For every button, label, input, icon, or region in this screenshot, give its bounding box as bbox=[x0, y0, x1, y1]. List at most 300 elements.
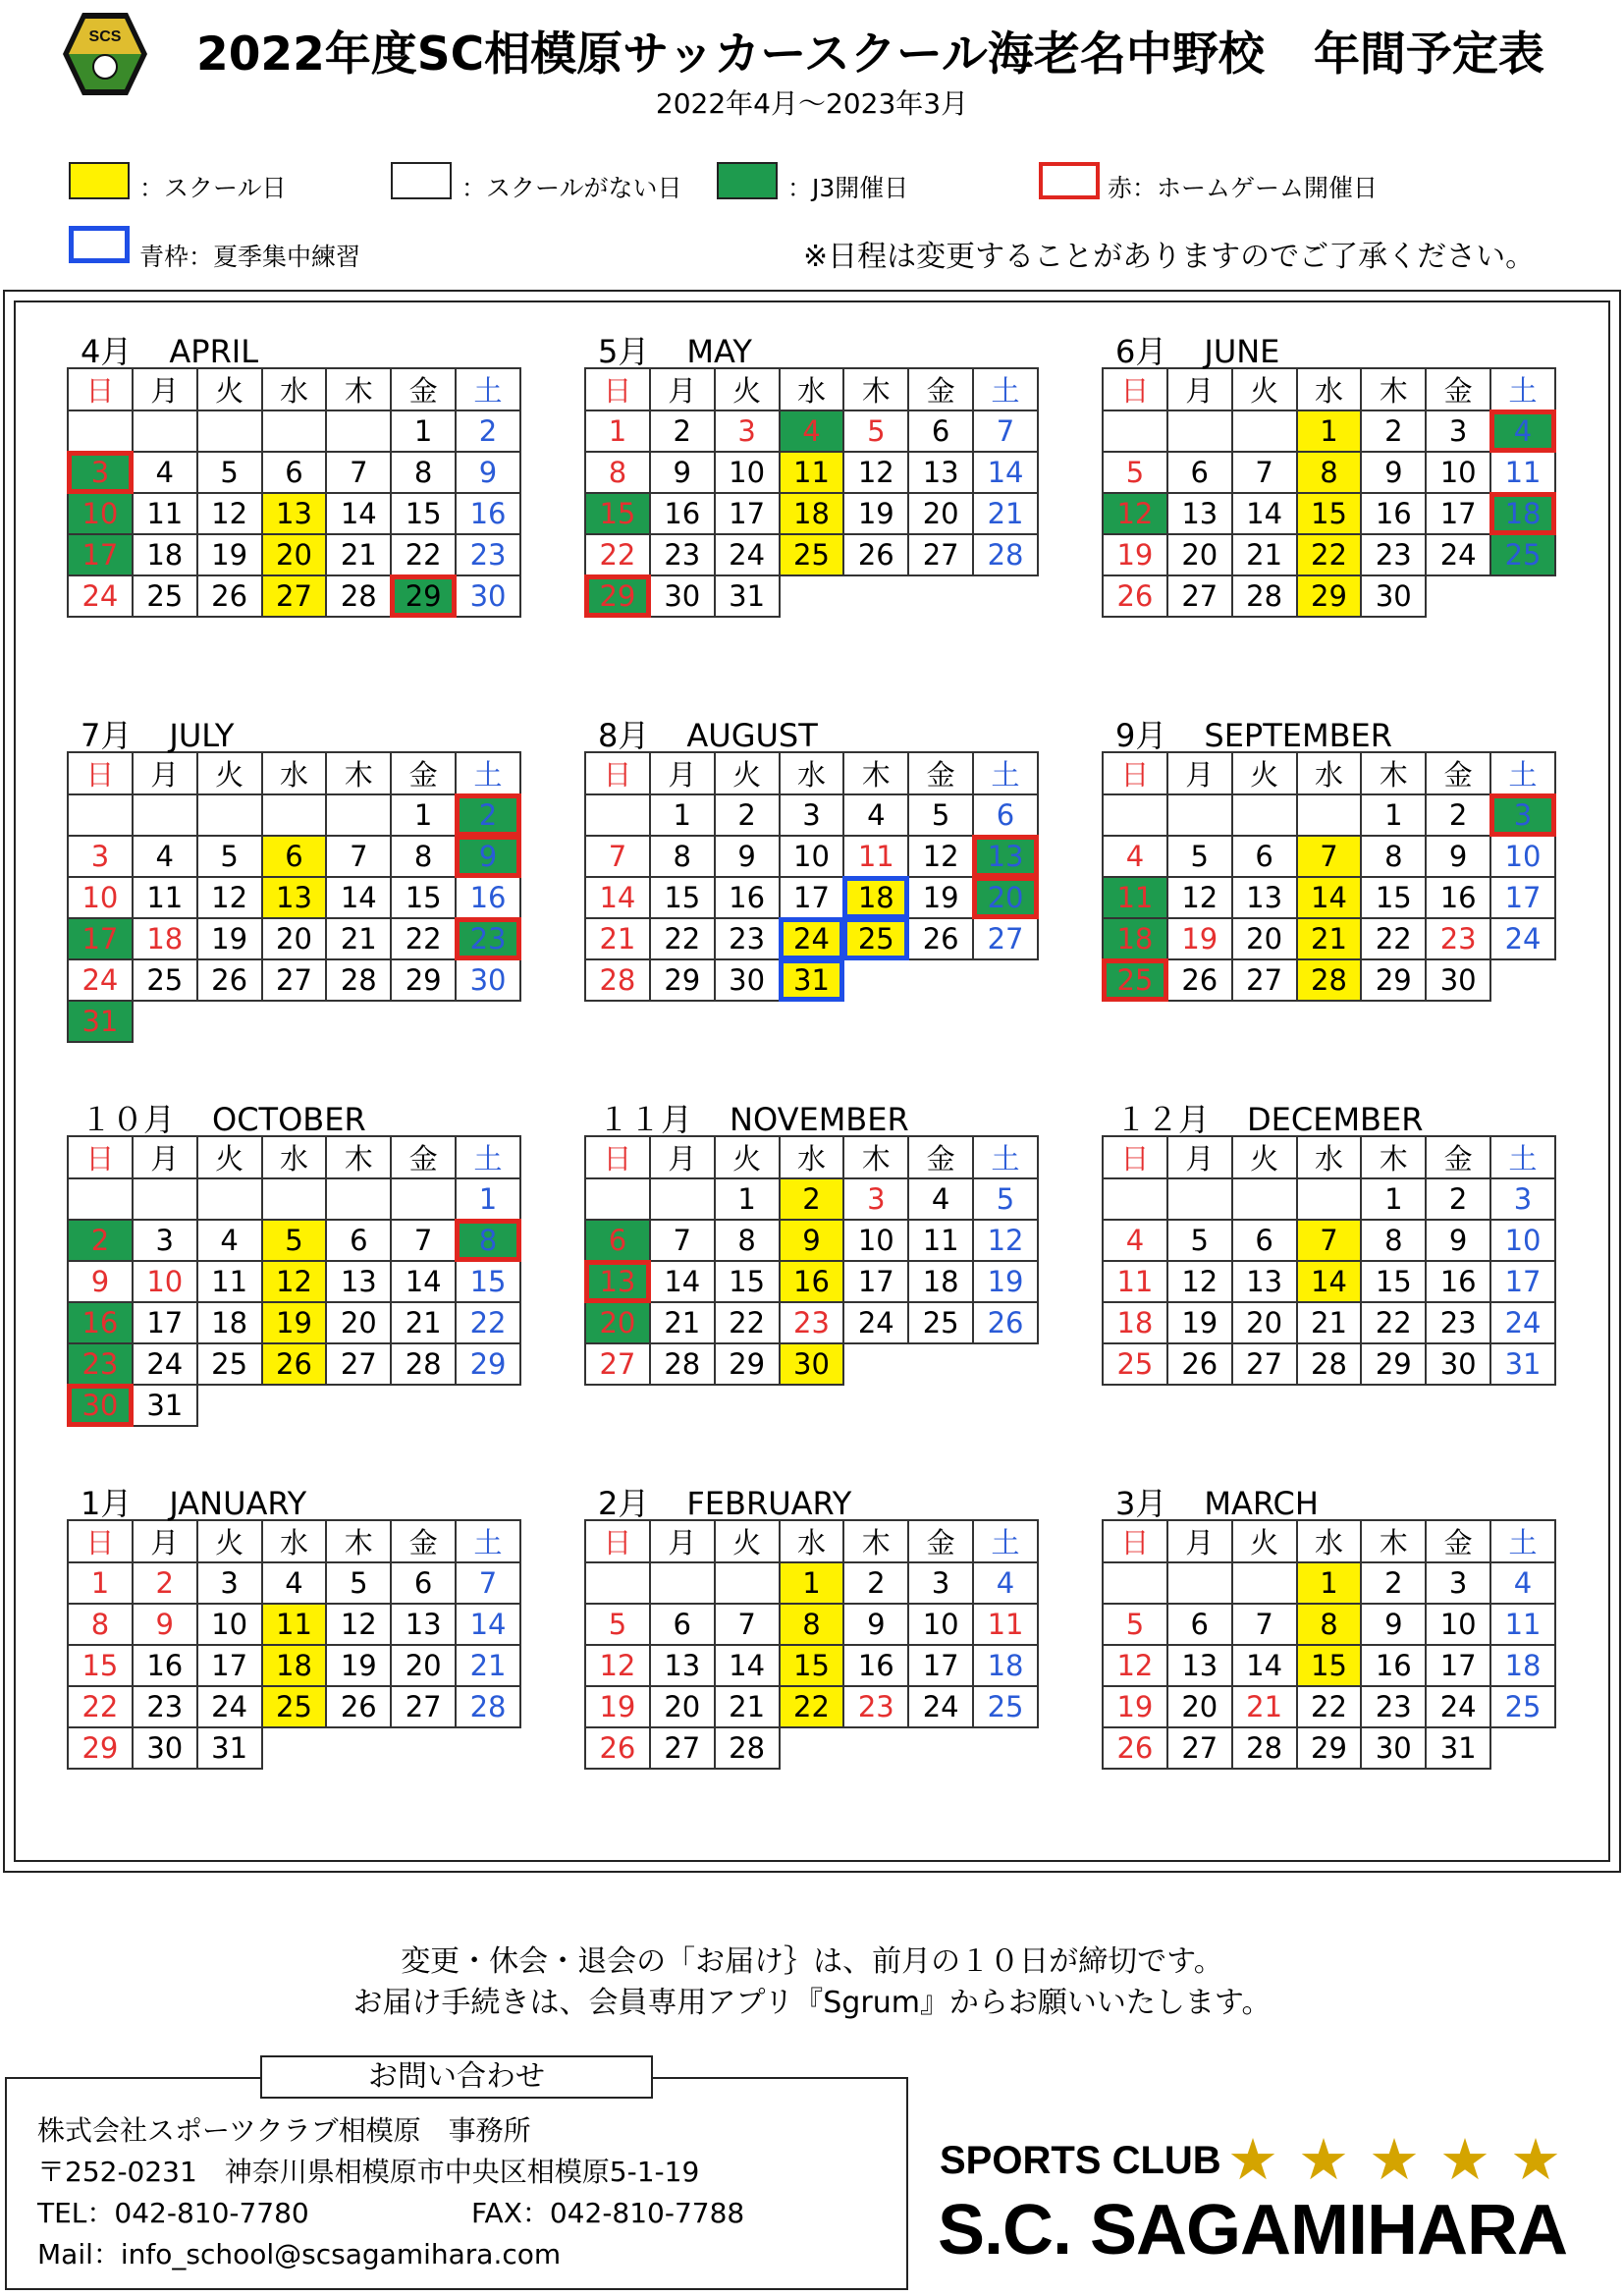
weekday-header: 火 bbox=[197, 1136, 262, 1178]
empty-day-cell bbox=[585, 1562, 650, 1604]
empty-day-cell bbox=[908, 1727, 973, 1769]
empty-day-cell bbox=[326, 1001, 391, 1042]
day-cell: 10 bbox=[715, 452, 780, 493]
day-cell: 16 bbox=[1361, 1645, 1426, 1686]
day-cell: 25 bbox=[1490, 534, 1555, 575]
empty-day-cell bbox=[326, 1727, 391, 1769]
day-cell: 1 bbox=[391, 410, 456, 452]
day-cell: 18 bbox=[1490, 1645, 1555, 1686]
contact-fax: FAX：042-810-7788 bbox=[471, 2197, 745, 2229]
weekday-header: 日 bbox=[68, 752, 133, 794]
week-row bbox=[68, 794, 520, 836]
week-row bbox=[1103, 794, 1555, 836]
empty-day-cell bbox=[456, 1001, 520, 1042]
day-cell: 11 bbox=[1103, 877, 1167, 918]
contact-address: 〒252-0231 神奈川県相模原市中央区相模原5-1-19 bbox=[37, 2156, 700, 2188]
week-row bbox=[585, 1178, 1038, 1220]
weekday-header: 土 bbox=[456, 752, 520, 794]
day-cell: 25 bbox=[133, 959, 197, 1001]
day-cell: 3 bbox=[780, 794, 844, 836]
day-cell: 22 bbox=[1297, 534, 1362, 575]
empty-day-cell bbox=[1167, 1562, 1232, 1604]
month-title-en: JULY bbox=[169, 717, 235, 754]
day-cell: 30 bbox=[133, 1727, 197, 1769]
day-cell: 1 bbox=[585, 410, 650, 452]
day-cell: 14 bbox=[326, 493, 391, 534]
legend-school-swatch bbox=[69, 162, 130, 199]
day-cell: 18 bbox=[262, 1645, 327, 1686]
day-cell: 17 bbox=[1426, 493, 1490, 534]
day-cell: 2 bbox=[780, 1178, 844, 1220]
day-cell: 3 bbox=[1490, 1178, 1555, 1220]
weekday-header: 土 bbox=[456, 368, 520, 410]
day-cell: 25 bbox=[1103, 959, 1167, 1001]
month-title-ja: 5月 bbox=[598, 333, 650, 370]
day-cell: 5 bbox=[326, 1562, 391, 1604]
weekday-header: 日 bbox=[585, 368, 650, 410]
week-row bbox=[68, 877, 520, 918]
day-cell: 19 bbox=[973, 1261, 1038, 1302]
day-cell: 11 bbox=[843, 836, 908, 877]
day-cell: 30 bbox=[715, 959, 780, 1001]
day-cell: 24 bbox=[780, 918, 844, 959]
empty-day-cell bbox=[1490, 959, 1555, 1001]
day-cell: 9 bbox=[1361, 1604, 1426, 1645]
schedule-notice: ※日程は変更することがありますのでご了承ください。 bbox=[803, 240, 1536, 274]
day-cell: 28 bbox=[1232, 575, 1297, 617]
empty-day-cell bbox=[973, 575, 1038, 617]
weekday-header: 水 bbox=[1297, 1136, 1362, 1178]
weekday-header: 土 bbox=[973, 368, 1038, 410]
weekday-header: 金 bbox=[908, 1136, 973, 1178]
weekday-header: 月 bbox=[133, 368, 197, 410]
week-row bbox=[1103, 575, 1555, 617]
day-cell: 15 bbox=[456, 1261, 520, 1302]
day-cell: 27 bbox=[1167, 575, 1232, 617]
week-row bbox=[585, 1604, 1038, 1645]
day-cell: 28 bbox=[1297, 959, 1362, 1001]
month-title bbox=[1102, 326, 1556, 370]
day-cell: 19 bbox=[197, 918, 262, 959]
day-cell: 21 bbox=[1232, 1686, 1297, 1727]
weekday-header: 水 bbox=[780, 1520, 844, 1562]
day-cell: 16 bbox=[843, 1645, 908, 1686]
legend-summer-swatch bbox=[69, 226, 130, 263]
weekday-header: 水 bbox=[1297, 368, 1362, 410]
weekday-header: 水 bbox=[1297, 752, 1362, 794]
weekday-header: 木 bbox=[843, 1520, 908, 1562]
weekday-header: 日 bbox=[1103, 752, 1167, 794]
day-cell: 6 bbox=[585, 1220, 650, 1261]
week-row bbox=[1103, 1645, 1555, 1686]
weekday-header: 金 bbox=[1426, 752, 1490, 794]
month-title-ja: １０月 bbox=[81, 1101, 176, 1138]
day-cell: 27 bbox=[973, 918, 1038, 959]
day-cell: 8 bbox=[715, 1220, 780, 1261]
day-cell: 29 bbox=[391, 575, 456, 617]
month-calendar bbox=[584, 326, 1039, 618]
day-cell: 23 bbox=[1361, 534, 1426, 575]
weekday-header: 木 bbox=[1361, 368, 1426, 410]
day-cell: 9 bbox=[68, 1261, 133, 1302]
weekday-header: 水 bbox=[780, 368, 844, 410]
day-cell: 1 bbox=[456, 1178, 520, 1220]
day-cell: 25 bbox=[973, 1686, 1038, 1727]
month-title-ja: 7月 bbox=[81, 717, 133, 754]
weekday-header: 火 bbox=[1232, 1136, 1297, 1178]
empty-day-cell bbox=[326, 1385, 391, 1426]
day-cell: 17 bbox=[780, 877, 844, 918]
day-cell: 1 bbox=[715, 1178, 780, 1220]
day-cell: 23 bbox=[68, 1343, 133, 1385]
month-title-en: OCTOBER bbox=[212, 1101, 366, 1138]
day-cell: 13 bbox=[1232, 877, 1297, 918]
day-cell: 14 bbox=[391, 1261, 456, 1302]
day-cell: 18 bbox=[1103, 1302, 1167, 1343]
day-cell: 30 bbox=[1361, 575, 1426, 617]
day-cell: 6 bbox=[973, 794, 1038, 836]
day-cell: 9 bbox=[650, 452, 715, 493]
period-subtitle: 2022年4月～2023年3月 bbox=[655, 87, 969, 120]
day-cell: 24 bbox=[908, 1686, 973, 1727]
day-cell: 13 bbox=[1167, 1645, 1232, 1686]
month-title-en: MARCH bbox=[1204, 1485, 1319, 1522]
day-cell: 27 bbox=[908, 534, 973, 575]
week-row bbox=[68, 918, 520, 959]
day-cell: 30 bbox=[1426, 959, 1490, 1001]
day-cell: 12 bbox=[326, 1604, 391, 1645]
day-cell: 10 bbox=[68, 877, 133, 918]
day-cell: 28 bbox=[391, 1343, 456, 1385]
legend-home-label: 赤：ホームゲーム開催日 bbox=[1108, 174, 1379, 202]
day-cell: 2 bbox=[68, 1220, 133, 1261]
day-cell: 2 bbox=[1361, 1562, 1426, 1604]
empty-day-cell bbox=[1297, 794, 1362, 836]
week-row bbox=[585, 1645, 1038, 1686]
weekday-header: 水 bbox=[262, 1520, 327, 1562]
weekday-header-row bbox=[68, 1136, 520, 1178]
day-cell: 1 bbox=[780, 1562, 844, 1604]
day-cell: 20 bbox=[973, 877, 1038, 918]
calendar-table bbox=[584, 1519, 1039, 1770]
day-cell: 26 bbox=[843, 534, 908, 575]
weekday-header: 金 bbox=[908, 752, 973, 794]
day-cell: 15 bbox=[1297, 493, 1362, 534]
month-title-ja: 9月 bbox=[1115, 717, 1167, 754]
day-cell: 28 bbox=[1297, 1343, 1362, 1385]
day-cell: 21 bbox=[1297, 918, 1362, 959]
day-cell: 13 bbox=[262, 877, 327, 918]
day-cell: 26 bbox=[973, 1302, 1038, 1343]
day-cell: 3 bbox=[68, 452, 133, 493]
day-cell: 27 bbox=[585, 1343, 650, 1385]
weekday-header: 月 bbox=[133, 752, 197, 794]
day-cell: 21 bbox=[326, 918, 391, 959]
day-cell: 27 bbox=[1167, 1727, 1232, 1769]
week-row bbox=[68, 534, 520, 575]
day-cell: 16 bbox=[1361, 493, 1426, 534]
month-calendar bbox=[1102, 1478, 1556, 1770]
day-cell: 12 bbox=[843, 452, 908, 493]
day-cell: 24 bbox=[1490, 1302, 1555, 1343]
weekday-header: 火 bbox=[197, 1520, 262, 1562]
day-cell: 16 bbox=[1426, 1261, 1490, 1302]
day-cell: 16 bbox=[133, 1645, 197, 1686]
month-title-en: SEPTEMBER bbox=[1204, 717, 1392, 754]
day-cell: 11 bbox=[262, 1604, 327, 1645]
empty-day-cell bbox=[133, 1001, 197, 1042]
day-cell: 18 bbox=[197, 1302, 262, 1343]
weekday-header: 水 bbox=[262, 1136, 327, 1178]
day-cell: 23 bbox=[715, 918, 780, 959]
empty-day-cell bbox=[973, 1727, 1038, 1769]
month-title-ja: １２月 bbox=[1115, 1101, 1211, 1138]
weekday-header: 月 bbox=[133, 1520, 197, 1562]
day-cell: 30 bbox=[456, 959, 520, 1001]
day-cell: 13 bbox=[1167, 493, 1232, 534]
day-cell: 10 bbox=[197, 1604, 262, 1645]
empty-day-cell bbox=[262, 1001, 327, 1042]
day-cell: 27 bbox=[262, 959, 327, 1001]
legend-home-swatch bbox=[1039, 162, 1100, 199]
weekday-header: 水 bbox=[780, 1136, 844, 1178]
header bbox=[0, 0, 1624, 274]
day-cell: 19 bbox=[326, 1645, 391, 1686]
empty-day-cell bbox=[843, 1727, 908, 1769]
week-row bbox=[68, 493, 520, 534]
day-cell: 3 bbox=[133, 1220, 197, 1261]
day-cell: 13 bbox=[908, 452, 973, 493]
day-cell: 10 bbox=[908, 1604, 973, 1645]
month-title-en: JANUARY bbox=[169, 1485, 307, 1522]
day-cell: 5 bbox=[197, 836, 262, 877]
month-title-ja: １１月 bbox=[598, 1101, 693, 1138]
month-calendar bbox=[1102, 1094, 1556, 1386]
day-cell: 15 bbox=[68, 1645, 133, 1686]
day-cell: 23 bbox=[780, 1302, 844, 1343]
weekday-header: 月 bbox=[650, 1136, 715, 1178]
day-cell: 9 bbox=[456, 836, 520, 877]
month-title bbox=[67, 710, 521, 754]
empty-day-cell bbox=[391, 1385, 456, 1426]
weekday-header: 土 bbox=[1490, 368, 1555, 410]
weekday-header: 木 bbox=[326, 1520, 391, 1562]
day-cell: 5 bbox=[843, 410, 908, 452]
weekday-header-row bbox=[1103, 368, 1555, 410]
empty-day-cell bbox=[908, 575, 973, 617]
day-cell: 9 bbox=[780, 1220, 844, 1261]
day-cell: 11 bbox=[780, 452, 844, 493]
empty-day-cell bbox=[1297, 1178, 1362, 1220]
month-title-en: APRIL bbox=[169, 333, 259, 370]
day-cell: 17 bbox=[68, 918, 133, 959]
week-row bbox=[68, 1686, 520, 1727]
page-title: 2022年度SC相模原サッカースクール海老名中野校 年間予定表 bbox=[196, 27, 1544, 82]
day-cell: 19 bbox=[197, 534, 262, 575]
empty-day-cell bbox=[456, 1727, 520, 1769]
weekday-header-row bbox=[585, 752, 1038, 794]
weekday-header: 水 bbox=[780, 752, 844, 794]
weekday-header: 水 bbox=[1297, 1520, 1362, 1562]
day-cell: 3 bbox=[1426, 1562, 1490, 1604]
day-cell: 7 bbox=[973, 410, 1038, 452]
day-cell: 29 bbox=[1361, 959, 1426, 1001]
day-cell: 20 bbox=[262, 534, 327, 575]
day-cell: 10 bbox=[780, 836, 844, 877]
day-cell: 4 bbox=[973, 1562, 1038, 1604]
legend-summer-label: 青枠：夏季集中練習 bbox=[139, 243, 361, 271]
empty-day-cell bbox=[843, 959, 908, 1001]
day-cell: 6 bbox=[1232, 836, 1297, 877]
day-cell: 26 bbox=[1103, 575, 1167, 617]
week-row bbox=[1103, 1727, 1555, 1769]
day-cell: 27 bbox=[262, 575, 327, 617]
day-cell: 13 bbox=[973, 836, 1038, 877]
weekday-header: 火 bbox=[197, 368, 262, 410]
day-cell: 22 bbox=[1361, 1302, 1426, 1343]
day-cell: 29 bbox=[715, 1343, 780, 1385]
day-cell: 27 bbox=[650, 1727, 715, 1769]
day-cell: 7 bbox=[456, 1562, 520, 1604]
month-title bbox=[67, 326, 521, 370]
contact-mail: Mail：info_school@scsagamihara.com bbox=[37, 2238, 562, 2270]
contact-title: お問い合わせ bbox=[260, 2055, 653, 2099]
day-cell: 18 bbox=[843, 877, 908, 918]
week-row bbox=[1103, 836, 1555, 877]
day-cell: 28 bbox=[326, 575, 391, 617]
day-cell: 7 bbox=[1297, 836, 1362, 877]
week-row bbox=[68, 410, 520, 452]
day-cell: 1 bbox=[1297, 410, 1362, 452]
day-cell: 6 bbox=[908, 410, 973, 452]
day-cell: 21 bbox=[326, 534, 391, 575]
week-row bbox=[585, 1261, 1038, 1302]
day-cell: 16 bbox=[456, 493, 520, 534]
day-cell: 3 bbox=[715, 410, 780, 452]
legend-j3-label: ：J3開催日 bbox=[787, 174, 909, 202]
day-cell: 5 bbox=[908, 794, 973, 836]
week-row bbox=[1103, 1302, 1555, 1343]
weekday-header: 月 bbox=[650, 368, 715, 410]
day-cell: 5 bbox=[973, 1178, 1038, 1220]
day-cell: 20 bbox=[326, 1302, 391, 1343]
day-cell: 15 bbox=[780, 1645, 844, 1686]
day-cell: 18 bbox=[780, 493, 844, 534]
day-cell: 22 bbox=[391, 534, 456, 575]
brand-stars-icon: ★★★★★ bbox=[1227, 2126, 1581, 2193]
day-cell: 11 bbox=[973, 1604, 1038, 1645]
month-title bbox=[1102, 1478, 1556, 1522]
empty-day-cell bbox=[1232, 1178, 1297, 1220]
week-row bbox=[68, 1220, 520, 1261]
weekday-header-row bbox=[585, 1136, 1038, 1178]
day-cell: 5 bbox=[585, 1604, 650, 1645]
legend-noschool-swatch bbox=[391, 162, 452, 199]
day-cell: 11 bbox=[1490, 1604, 1555, 1645]
empty-day-cell bbox=[262, 794, 327, 836]
week-row bbox=[68, 1604, 520, 1645]
weekday-header: 火 bbox=[1232, 368, 1297, 410]
day-cell: 20 bbox=[585, 1302, 650, 1343]
empty-day-cell bbox=[326, 410, 391, 452]
weekday-header: 土 bbox=[973, 1136, 1038, 1178]
week-row bbox=[585, 1686, 1038, 1727]
empty-day-cell bbox=[262, 410, 327, 452]
empty-day-cell bbox=[262, 1385, 327, 1426]
calendar-table bbox=[584, 1135, 1039, 1386]
day-cell: 13 bbox=[262, 493, 327, 534]
day-cell: 18 bbox=[973, 1645, 1038, 1686]
day-cell: 14 bbox=[650, 1261, 715, 1302]
day-cell: 17 bbox=[1490, 1261, 1555, 1302]
day-cell: 24 bbox=[843, 1302, 908, 1343]
week-row bbox=[68, 1261, 520, 1302]
empty-day-cell bbox=[133, 410, 197, 452]
day-cell: 5 bbox=[1103, 1604, 1167, 1645]
weekday-header-row bbox=[585, 1520, 1038, 1562]
empty-day-cell bbox=[908, 959, 973, 1001]
month-title-en: JUNE bbox=[1204, 333, 1280, 370]
day-cell: 1 bbox=[68, 1562, 133, 1604]
empty-day-cell bbox=[1426, 575, 1490, 617]
day-cell: 2 bbox=[456, 410, 520, 452]
contact-company: 株式会社スポーツクラブ相模原 事務所 bbox=[37, 2114, 531, 2147]
day-cell: 28 bbox=[973, 534, 1038, 575]
day-cell: 2 bbox=[1426, 794, 1490, 836]
month-title bbox=[1102, 1094, 1556, 1138]
day-cell: 29 bbox=[585, 575, 650, 617]
weekday-header: 月 bbox=[650, 1520, 715, 1562]
day-cell: 21 bbox=[456, 1645, 520, 1686]
day-cell: 21 bbox=[1232, 534, 1297, 575]
day-cell: 14 bbox=[715, 1645, 780, 1686]
day-cell: 25 bbox=[843, 918, 908, 959]
month-title-en: NOVEMBER bbox=[730, 1101, 909, 1138]
day-cell: 19 bbox=[1103, 1686, 1167, 1727]
day-cell: 14 bbox=[1297, 877, 1362, 918]
legend-noschool-label: ：スクールがない日 bbox=[461, 174, 682, 202]
week-row bbox=[1103, 877, 1555, 918]
day-cell: 7 bbox=[1232, 452, 1297, 493]
day-cell: 21 bbox=[973, 493, 1038, 534]
day-cell: 19 bbox=[1103, 534, 1167, 575]
day-cell: 13 bbox=[585, 1261, 650, 1302]
day-cell: 23 bbox=[456, 534, 520, 575]
week-row bbox=[1103, 493, 1555, 534]
day-cell: 4 bbox=[780, 410, 844, 452]
day-cell: 27 bbox=[1232, 959, 1297, 1001]
day-cell: 18 bbox=[908, 1261, 973, 1302]
month-title bbox=[67, 1478, 521, 1522]
empty-day-cell bbox=[391, 1178, 456, 1220]
day-cell: 18 bbox=[1103, 918, 1167, 959]
day-cell: 20 bbox=[1232, 1302, 1297, 1343]
weekday-header: 土 bbox=[456, 1520, 520, 1562]
day-cell: 2 bbox=[133, 1562, 197, 1604]
calendar-table bbox=[67, 1519, 521, 1770]
day-cell: 8 bbox=[1361, 1220, 1426, 1261]
month-title-en: AUGUST bbox=[686, 717, 818, 754]
day-cell: 9 bbox=[843, 1604, 908, 1645]
empty-day-cell bbox=[326, 1178, 391, 1220]
month-title bbox=[584, 1094, 1039, 1138]
day-cell: 2 bbox=[843, 1562, 908, 1604]
weekday-header-row bbox=[68, 752, 520, 794]
day-cell: 30 bbox=[68, 1385, 133, 1426]
empty-day-cell bbox=[1103, 1562, 1167, 1604]
day-cell: 21 bbox=[650, 1302, 715, 1343]
day-cell: 31 bbox=[133, 1385, 197, 1426]
